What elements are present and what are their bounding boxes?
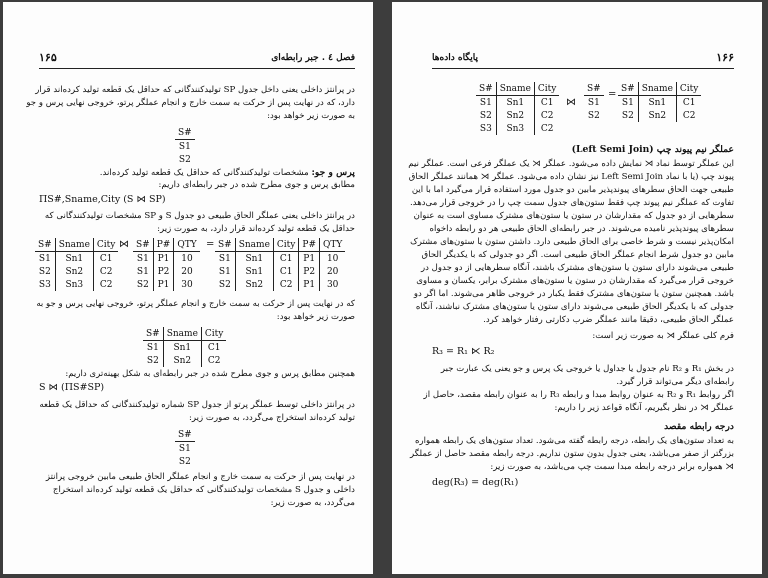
query-heading: پرس و جو: [311, 167, 355, 178]
table-cell: Sn2 [235, 278, 273, 291]
table-header: Sname [163, 327, 201, 341]
semi-join-heading: عملگر نیم پیوند چپ (Left Semi Join) [571, 144, 734, 155]
semi-join-line: سطرهایی از دو جدول که مقدارشان در ستون یا ستون‌های مشترک مساوی است به عنوان [413, 211, 734, 221]
semi-join-line: امکان‌پذیر نیست و شرط خاصی برای الحاق طبیعی دارد. داشتن ستون یا ستون‌های مشترک [410, 237, 734, 247]
table-cell: C2 [534, 122, 559, 135]
degree-heading: درجه رابطه مقصد [664, 421, 734, 432]
join-result-table [215, 238, 345, 291]
right-page-number: ۱۶۶ [716, 51, 734, 64]
left-para6-line: در پرانتز داخلی توسط عملگر پرتو از جدول SP شماره تولیدکنندگانی که حداقل یک قطعه [39, 400, 355, 410]
left-page [3, 2, 373, 574]
table-header: City [93, 238, 118, 252]
table-cell: Sn2 [55, 265, 93, 278]
result3-table [175, 428, 195, 468]
table-cell: S2 [587, 110, 600, 121]
table-cell: S1 [136, 253, 149, 264]
left-page-number: ۱۶۵ [39, 51, 57, 64]
table-cell: C1 [676, 96, 701, 110]
table-cell: S1 [621, 97, 634, 108]
general-form-line: فرم کلی عملگر ⋉ به صورت زیر است: [592, 331, 734, 341]
semi-join-line: خروجی قرار می‌گیرد که مقدارشان در ستون یا ستون‌های مشترک برابر، یکسان و مساوی [416, 276, 734, 286]
table-cell: 20 [320, 265, 346, 278]
table-cell: S1 [38, 253, 51, 264]
table-cell: Sn2 [638, 109, 676, 122]
semi-join-line: پیوند چپ (یا با نماد Left Semi Join نیز نشان داده می‌شود. عملگر ⋉ همانند عملگر الحاق [408, 172, 734, 182]
table-header: S# [133, 238, 153, 252]
r3-formula: R₃ = R₁ ⋉ R₂ [432, 346, 495, 357]
left-para1-line: به صورت زیر خواهد بود: [267, 111, 355, 121]
left-para1-line: دارد، که در نهایت پس از حرکت به سمت خارج و انجام عملگر پرتو، خروجی نهایی پرس و جو [26, 98, 355, 108]
table-cell: 30 [174, 278, 200, 291]
table-header: S# [175, 126, 195, 140]
table-cell: Sn2 [163, 354, 201, 367]
table-header: S# [35, 238, 55, 252]
table-header: City [676, 82, 701, 96]
right-page-header [432, 50, 734, 69]
table-cell: S3 [479, 123, 492, 134]
table-cell: S1 [587, 97, 600, 108]
table-cell: C2 [273, 278, 298, 291]
table-cell: S1 [146, 342, 159, 353]
degree-line: به تعداد ستون‌های یک رابطه، درجه رابطه گفته می‌شود. تعداد ستون‌های یک رابطه همواره [414, 436, 734, 446]
semi-join-line: باشد. همچنین ستون یا ستون‌های مشترک فقط یکبار در خروجی ظاهر می‌شوند. اما اگر دو [413, 289, 734, 299]
table-cell: 30 [320, 278, 346, 291]
table-header: S# [175, 428, 195, 442]
table-cell: 20 [174, 265, 200, 278]
result2-table [143, 327, 226, 367]
table-header: S# [584, 82, 604, 96]
table-cell: 10 [320, 252, 346, 266]
table-cell: S2 [218, 279, 231, 290]
left-para7-line: در نهایت پس از حرکت به سمت خارج و انجام عملگر الحاق طبیعی مابین خروجی پرانتز [45, 472, 355, 482]
table-header: Sname [638, 82, 676, 96]
degree-line: بزرگتر از صفر می‌باشد، یعنی جدول بدون ستون نداریم. درجه رابطه مقصد حاصل از عملگر [410, 449, 734, 459]
left-para2: مطابق پرس و جوی مطرح شده در جبر رابطه‌ای داریم: [158, 180, 355, 190]
table-cell: S2 [479, 110, 492, 121]
table-cell: Sn1 [496, 96, 534, 110]
table-cell: S2 [621, 110, 634, 121]
table-cell: P2 [299, 265, 320, 278]
left-para1-line: در پرانتز داخلی یعنی داخل جدول SP تولیدکنندگانی که حداقل یک قطعه تولید کرده‌اند قرار [35, 85, 355, 95]
table-cell: S1 [218, 253, 231, 264]
table-header: S# [618, 82, 638, 96]
table-header: S# [476, 82, 496, 96]
table-cell: C1 [534, 96, 559, 110]
semi-join-line: این عملگر توسط نماد ⋉ نمایش داده می‌شود. عملگر ⋉ یک عملگر فرعی است. عملگر نیم [408, 159, 734, 169]
optimized-formula: S ⋈ (ΠS#SP) [39, 382, 105, 393]
table-header: S# [143, 327, 163, 341]
table-cell: S2 [146, 355, 159, 366]
semi-join-line: جدولی که با یکدیگر الحاق طبیعی می‌شوند دارای ستون یا ستون‌های مشترک نباشند، آنگاه [415, 302, 734, 312]
result1-table [175, 126, 195, 166]
table-header: S# [215, 238, 235, 252]
table-cell: S2 [178, 456, 191, 467]
table-cell: Sn1 [235, 252, 273, 266]
left-para3-line: در پرانتز داخلی یعنی عملگر الحاق طبیعی دو جدول S و SP مشخصات تولیدکنندگانی که [44, 211, 355, 221]
table-cell: Sn2 [496, 109, 534, 122]
semi-join-line: سطرهای پیوندپذیر نامیده می‌شوند. در جبر رابطه‌ای الحاق طبیعی هر دو رابطه داخواه [429, 224, 734, 234]
table-cell: C2 [93, 265, 118, 278]
right-page [392, 2, 762, 574]
left-chapter-title: فصل ٤ . جبر رابطه‌ای [271, 53, 355, 63]
table-header: QTY [320, 238, 346, 252]
table-cell: P2 [153, 265, 174, 278]
semi-join-line: عملگر الحاق طبیعی، دقیقا مانند عملگر ضرب دکارتی رفتار خواهد کرد. [483, 315, 734, 325]
semi-join-operator: ⋈ [566, 97, 576, 108]
table-cell: Sn3 [55, 278, 93, 291]
table-cell: Sn1 [55, 252, 93, 266]
r-para-line: عملگر ⋉ در نظر بگیریم، آنگاه قواعد زیر را داریم: [554, 403, 734, 413]
r-para-line: در بخش R₁ و R₂ نام جدول یا جداول یا خروجی یک پرس و جو یعنی یک عبارت جبر [440, 364, 734, 374]
table-cell: C2 [676, 109, 701, 122]
degree-formula: deg(R₃) = deg(R₁) [432, 477, 519, 488]
query-text: مشخصات تولیدکنندگانی که حداقل یک قطعه تولید کرده‌اند. [99, 168, 309, 178]
table-cell: Sn1 [163, 341, 201, 355]
table-header: P# [299, 238, 320, 252]
table-cell: S1 [178, 141, 191, 152]
left-para4-line: صورت زیر خواهد بود: [276, 312, 355, 322]
table-header: Sname [496, 82, 534, 96]
semi-join-line: تفاوت که عملگر نیم پیوند چپ فقط ستون‌های جدول سمت چپ را در خروجی قرار می‌دهد. [409, 198, 734, 208]
table-cell: S1 [479, 97, 492, 108]
table-cell: C1 [273, 265, 298, 278]
query-line [100, 166, 355, 180]
projection-formula: ΠS#,Sname,City (S ⋈ SP) [39, 194, 166, 205]
table-cell: P1 [299, 278, 320, 291]
semi-join-line: طبیعی می‌شوند دارای ستون یا ستون‌های مشترک باشند، آنگاه سطرهایی از دو جدول در [420, 263, 734, 273]
table-cell: Sn1 [235, 265, 273, 278]
table-cell: S2 [178, 154, 191, 165]
table-cell: C1 [201, 341, 226, 355]
table-cell: P1 [153, 278, 174, 291]
table-cell: C2 [534, 109, 559, 122]
table-header: QTY [174, 238, 200, 252]
table-header: Sname [235, 238, 273, 252]
table-cell: S2 [136, 279, 149, 290]
top-mid-table [584, 82, 604, 122]
table-header: City [201, 327, 226, 341]
r-para-line: اگر روابط R₁ و R₂ به عنوان روابط مبدا و رابطه R₃ را به عنوان رابطه مقصد، حاصل از [423, 390, 734, 400]
join-operator: ⋈ [119, 239, 129, 250]
semi-join-line: طبیعی جهت الحاق سطرهای پیوندپذیر مابین دو جدول مورد استفاده قرار می‌گیرد اما با این [411, 185, 734, 195]
table-cell: C1 [93, 252, 118, 266]
top-left-table [476, 82, 559, 135]
table-cell: S1 [178, 443, 191, 454]
table-cell: S2 [38, 266, 51, 277]
table-cell: P1 [299, 252, 320, 266]
left-para7-line: داخلی و جدول S مشخصات تولیدکنندگانی که حداقل یک قطعه تولید کرده‌اند استخراج [52, 485, 355, 495]
table-cell: S1 [136, 266, 149, 277]
table-cell: Sn1 [638, 96, 676, 110]
left-para7-line: می‌گردد، به صورت زیر: [270, 498, 355, 508]
degree-line: ⋉ همواره برابر درجه رابطه مبدا سمت چپ می‌باشد، به صورت زیر: [490, 462, 734, 472]
left-para3-line: حداقل یک قطعه تولید کرده‌اند قرار دارد، به صورت زیر: [157, 224, 355, 234]
equals-operator: = [608, 89, 617, 100]
semi-join-line: مابین دو جدول شرط انجام عملگر الحاق طبیعی است. اگر دو جدولی که با یکدیگر الحاق [421, 250, 734, 260]
table-cell: C2 [201, 354, 226, 367]
top-result-table [618, 82, 701, 122]
join-left-table [35, 238, 118, 291]
right-chapter-title: پایگاه داده‌ها [432, 53, 479, 63]
left-para4-line: که در نهایت پس از حرکت به سمت خارج و انجام عملگر پرتو، خروجی نهایی پرس و جو به [36, 299, 355, 309]
r-para-line: رابطه‌ای دیگر می‌تواند قرار گیرد. [616, 377, 734, 387]
equals-operator: = [206, 239, 215, 250]
left-para6-line: تولید کرده‌اند استخراج می‌گردد، به صورت زیر: [189, 413, 355, 423]
table-header: Sname [55, 238, 93, 252]
join-mid-table [133, 238, 200, 291]
table-cell: S3 [38, 279, 51, 290]
table-cell: 10 [174, 252, 200, 266]
table-header: P# [153, 238, 174, 252]
table-cell: P1 [153, 252, 174, 266]
table-cell: C1 [273, 252, 298, 266]
table-cell: Sn3 [496, 122, 534, 135]
left-para5: همچنین مطابق پرس و جوی مطرح شده در جبر رابطه‌ای به شکل بهینه‌تری داریم: [65, 369, 355, 379]
table-header: City [273, 238, 298, 252]
table-header: City [534, 82, 559, 96]
table-cell: C2 [93, 278, 118, 291]
table-cell: S1 [218, 266, 231, 277]
left-page-header [39, 50, 355, 69]
